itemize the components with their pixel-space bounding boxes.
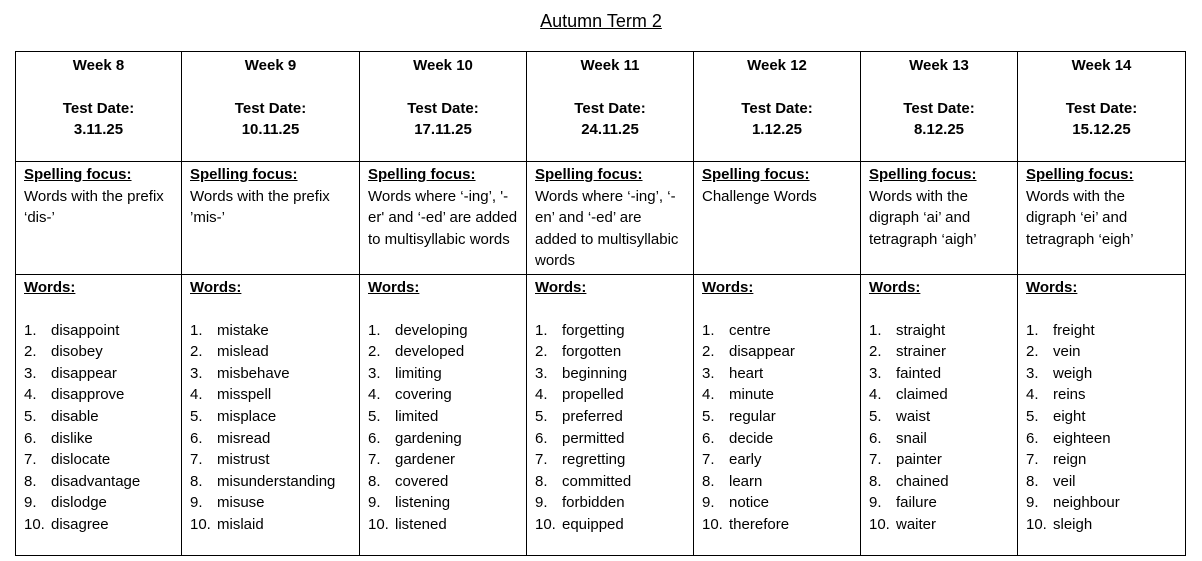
week-header-cell [16, 52, 182, 162]
list-number: 3. [702, 364, 715, 382]
words-label: Words: [1026, 279, 1078, 296]
spelling-word: veil [1053, 472, 1076, 490]
list-number: 1. [190, 321, 203, 339]
list-number: 5. [869, 407, 882, 425]
list-item [1026, 449, 1177, 471]
list-item [190, 449, 351, 471]
list-number: 10. [869, 515, 890, 533]
list-number: 2. [190, 343, 203, 361]
list-item [1026, 428, 1177, 450]
spelling-word: covered [395, 472, 449, 490]
words-label: Words: [24, 279, 76, 296]
spelling-word: early [729, 451, 762, 469]
spelling-word: painter [896, 451, 942, 469]
spelling-word: beginning [562, 364, 628, 382]
test-date-value: 3.11.25 [73, 121, 124, 139]
list-item [702, 471, 852, 493]
list-item [368, 492, 518, 514]
list-number: 9. [535, 494, 548, 512]
spelling-word: sleigh [1053, 515, 1093, 533]
list-item [24, 428, 173, 450]
list-number: 8. [1026, 472, 1039, 490]
list-number: 2. [869, 343, 882, 361]
list-number: 10. [1026, 515, 1047, 533]
list-number: 5. [535, 407, 548, 425]
list-number: 1. [869, 321, 882, 339]
list-number: 2. [535, 343, 548, 361]
week-header-cell [861, 52, 1018, 162]
spelling-word: eight [1053, 407, 1086, 425]
spelling-word: misuse [217, 494, 265, 512]
list-number: 8. [24, 472, 37, 490]
word-list-cell [182, 275, 360, 556]
list-number: 4. [535, 386, 548, 404]
word-list [869, 320, 1009, 536]
spelling-word: strainer [896, 343, 947, 361]
spelling-focus-text: Words with the prefix ’mis-’ [190, 187, 330, 227]
spelling-word: forbidden [562, 494, 625, 512]
spelling-word: weigh [1053, 364, 1093, 382]
spelling-word: neighbour [1053, 494, 1120, 512]
list-number: 1. [702, 321, 715, 339]
spelling-schedule-table [15, 51, 1186, 556]
list-item [869, 363, 1009, 385]
list-item [24, 384, 173, 406]
test-date-label: Test Date: [234, 99, 307, 117]
spelling-word: freight [1053, 321, 1095, 339]
week-title: Week 12 [747, 57, 807, 74]
list-number: 9. [368, 494, 381, 512]
list-item [24, 320, 173, 342]
list-number: 1. [368, 321, 381, 339]
list-item [190, 471, 351, 493]
word-list-cell [16, 275, 182, 556]
list-number: 8. [535, 472, 548, 490]
spelling-word: disagree [51, 515, 109, 533]
week-header-cell [694, 52, 861, 162]
spelling-word: claimed [896, 386, 948, 404]
spelling-word: disapprove [51, 386, 125, 404]
list-item [702, 449, 852, 471]
list-number: 1. [24, 321, 37, 339]
spelling-focus-text: Challenge Words [702, 187, 817, 205]
list-number: 9. [702, 494, 715, 512]
week-title: Week 9 [244, 57, 297, 74]
spelling-word: gardener [395, 451, 456, 469]
list-item [368, 341, 518, 363]
spelling-focus-cell [1018, 162, 1186, 275]
week-header-row [16, 52, 1186, 162]
spelling-word: developed [395, 343, 465, 361]
list-item [368, 384, 518, 406]
test-date-label: Test Date: [1065, 99, 1138, 117]
list-number: 6. [535, 429, 548, 447]
list-number: 10. [190, 515, 211, 533]
word-list [535, 320, 685, 536]
words-label: Words: [368, 279, 420, 296]
list-number: 9. [869, 494, 882, 512]
list-number: 3. [190, 364, 203, 382]
spelling-word: chained [896, 472, 949, 490]
list-number: 6. [190, 429, 203, 447]
list-item [869, 471, 1009, 493]
list-item [702, 384, 852, 406]
spelling-word: listened [395, 515, 447, 533]
list-number: 5. [702, 407, 715, 425]
word-list-cell [1018, 275, 1186, 556]
test-date-label: Test Date: [62, 99, 135, 117]
spelling-word: misread [217, 429, 271, 447]
list-number: 10. [702, 515, 723, 533]
list-item [1026, 514, 1177, 536]
list-item [24, 471, 173, 493]
list-number: 8. [869, 472, 882, 490]
spelling-word: reign [1053, 451, 1087, 469]
spelling-word: gardening [395, 429, 462, 447]
spelling-word: disappear [51, 364, 117, 382]
spelling-focus-label: Spelling focus: [702, 166, 810, 183]
list-item [368, 449, 518, 471]
list-number: 4. [24, 386, 37, 404]
list-item [1026, 384, 1177, 406]
spelling-word: mislaid [217, 515, 264, 533]
spelling-focus-label: Spelling focus: [190, 166, 298, 183]
spelling-word: regretting [562, 451, 626, 469]
spelling-focus-label: Spelling focus: [535, 166, 643, 183]
week-title: Week 8 [72, 57, 125, 74]
test-date-label: Test Date: [407, 99, 479, 117]
list-number: 6. [368, 429, 381, 447]
list-item [869, 320, 1009, 342]
word-list [1026, 320, 1177, 536]
spelling-word: regular [729, 407, 776, 425]
week-title: Week 11 [580, 57, 640, 74]
list-item [190, 514, 351, 536]
words-label: Words: [535, 279, 587, 296]
spelling-focus-text: Words where ‘-ing’, ‘-en’ and ‘-ed’ are added to multisyllabic words [535, 187, 679, 270]
spelling-focus-text: Words with the digraph ‘ei’ and tetragraph ‘eigh’ [1026, 187, 1134, 248]
list-item [535, 428, 685, 450]
list-item [24, 492, 173, 514]
week-title: Week 14 [1071, 57, 1132, 74]
list-item [869, 492, 1009, 514]
word-list [702, 320, 852, 536]
spelling-word: disappoint [51, 321, 120, 339]
spelling-word: limiting [395, 364, 442, 382]
list-item [368, 428, 518, 450]
test-date-label: Test Date: [903, 99, 975, 117]
list-item [1026, 341, 1177, 363]
spelling-focus-text: Words where ‘-ing’, '-er' and ‘-ed’ are added to multisyllabic words [368, 187, 518, 248]
list-item [535, 320, 685, 342]
list-item [535, 449, 685, 471]
list-item [869, 449, 1009, 471]
week-title: Week 10 [413, 57, 473, 74]
list-item [1026, 406, 1177, 428]
week-header-cell [182, 52, 360, 162]
spelling-word: preferred [562, 407, 623, 425]
spelling-focus-row [16, 162, 1186, 275]
spelling-focus-label: Spelling focus: [1026, 166, 1134, 183]
spelling-word: therefore [729, 515, 790, 533]
spelling-word: minute [729, 386, 775, 404]
week-title: Week 13 [909, 57, 969, 74]
list-number: 2. [702, 343, 715, 361]
spelling-word: vein [1053, 343, 1081, 361]
list-item [24, 363, 173, 385]
list-item [368, 406, 518, 428]
words-label: Words: [190, 279, 242, 296]
list-item [535, 341, 685, 363]
list-item [24, 406, 173, 428]
spelling-focus-label: Spelling focus: [24, 166, 132, 183]
word-list-row [16, 275, 1186, 556]
spelling-focus-cell [527, 162, 694, 275]
list-item [368, 320, 518, 342]
spelling-word: limited [395, 407, 439, 425]
spelling-word: mistrust [217, 451, 270, 469]
list-item [535, 363, 685, 385]
list-number: 6. [1026, 429, 1039, 447]
list-item [702, 341, 852, 363]
spelling-word: decide [729, 429, 774, 447]
spelling-focus-label: Spelling focus: [368, 166, 476, 183]
list-item [1026, 471, 1177, 493]
spelling-word: snail [896, 429, 927, 447]
spelling-focus-text: Words with the prefix ‘dis-’ [24, 187, 164, 227]
list-item [368, 514, 518, 536]
list-item [190, 492, 351, 514]
spelling-word: forgotten [562, 343, 622, 361]
list-number: 7. [24, 451, 37, 469]
spelling-word: propelled [562, 386, 624, 404]
list-item [24, 514, 173, 536]
week-header-cell [1018, 52, 1186, 162]
list-item [190, 406, 351, 428]
spelling-word: straight [896, 321, 946, 339]
list-number: 3. [24, 364, 37, 382]
list-number: 9. [24, 494, 37, 512]
week-header-cell [360, 52, 527, 162]
list-number: 6. [702, 429, 715, 447]
word-list-cell [694, 275, 861, 556]
spelling-word: centre [729, 321, 771, 339]
spelling-word: dislodge [51, 494, 107, 512]
spelling-word: forgetting [562, 321, 625, 339]
list-item [869, 341, 1009, 363]
list-item [702, 406, 852, 428]
list-item [368, 363, 518, 385]
spelling-focus-cell [694, 162, 861, 275]
list-item [368, 471, 518, 493]
test-date-value: 24.11.25 [581, 121, 639, 139]
list-number: 8. [368, 472, 381, 490]
list-item [24, 449, 173, 471]
list-item [869, 384, 1009, 406]
list-number: 2. [368, 343, 381, 361]
spelling-word: fainted [896, 364, 942, 382]
list-number: 4. [869, 386, 882, 404]
list-item [869, 514, 1009, 536]
list-number: 3. [535, 364, 548, 382]
spelling-word: equipped [562, 515, 624, 533]
spelling-word: disable [51, 407, 99, 425]
spelling-focus-label: Spelling focus: [869, 166, 977, 183]
list-number: 7. [1026, 451, 1039, 469]
list-item [190, 320, 351, 342]
test-date-value: 1.12.25 [751, 121, 803, 139]
word-list [368, 320, 518, 536]
list-item [1026, 363, 1177, 385]
list-item [869, 428, 1009, 450]
spelling-word: waiter [896, 515, 937, 533]
word-list [190, 320, 351, 536]
list-number: 4. [368, 386, 381, 404]
list-item [190, 341, 351, 363]
list-number: 10. [535, 515, 556, 533]
spelling-word: permitted [562, 429, 625, 447]
spelling-word: listening [395, 494, 451, 512]
spelling-word: notice [729, 494, 770, 512]
list-item [190, 428, 351, 450]
spelling-focus-cell [182, 162, 360, 275]
test-date-value: 15.12.25 [1072, 121, 1131, 139]
list-item [535, 492, 685, 514]
words-label: Words: [702, 279, 754, 296]
test-date-value: 10.11.25 [241, 121, 300, 139]
word-list [24, 320, 173, 536]
list-number: 8. [702, 472, 715, 490]
spelling-word: committed [562, 472, 632, 490]
list-number: 5. [1026, 407, 1039, 425]
list-number: 4. [1026, 386, 1039, 404]
list-number: 2. [1026, 343, 1039, 361]
test-date-label: Test Date: [574, 99, 646, 117]
list-number: 4. [702, 386, 715, 404]
list-number: 10. [368, 515, 389, 533]
test-date-label: Test Date: [741, 99, 813, 117]
spelling-word: mislead [217, 343, 269, 361]
list-item [869, 406, 1009, 428]
spelling-word: dislocate [51, 451, 111, 469]
list-number: 1. [535, 321, 548, 339]
list-number: 7. [869, 451, 882, 469]
spelling-word: heart [729, 364, 764, 382]
spelling-word: disobey [51, 343, 103, 361]
list-item [702, 428, 852, 450]
spelling-word: developing [395, 321, 468, 339]
list-number: 6. [869, 429, 882, 447]
list-number: 9. [1026, 494, 1039, 512]
spelling-word: covering [395, 386, 452, 404]
page-title: Autumn Term 2 [540, 11, 662, 31]
list-item [535, 406, 685, 428]
word-list-cell [360, 275, 527, 556]
week-header-cell [527, 52, 694, 162]
spelling-word: misplace [217, 407, 277, 425]
spelling-word: misbehave [217, 364, 290, 382]
list-item [702, 514, 852, 536]
list-number: 4. [190, 386, 203, 404]
list-number: 8. [190, 472, 203, 490]
list-item [702, 363, 852, 385]
list-number: 5. [24, 407, 37, 425]
list-number: 7. [535, 451, 548, 469]
spelling-word: mistake [217, 321, 269, 339]
list-number: 3. [1026, 364, 1039, 382]
spelling-word: misunderstanding [217, 472, 336, 490]
test-date-value: 8.12.25 [913, 121, 965, 139]
spelling-focus-cell [360, 162, 527, 275]
spelling-focus-cell [16, 162, 182, 275]
list-item [24, 341, 173, 363]
list-number: 5. [368, 407, 381, 425]
list-number: 2. [24, 343, 37, 361]
test-date-value: 17.11.25 [414, 121, 472, 139]
list-number: 9. [190, 494, 203, 512]
list-number: 10. [24, 515, 45, 533]
list-number: 7. [368, 451, 381, 469]
list-number: 3. [869, 364, 882, 382]
list-item [535, 384, 685, 406]
spelling-word: waist [896, 407, 931, 425]
list-item [535, 514, 685, 536]
spelling-focus-text: Words with the digraph ‘ai’ and tetragraph ‘aigh’ [869, 187, 977, 248]
spelling-word: misspell [217, 386, 272, 404]
list-item [702, 492, 852, 514]
spelling-word: learn [729, 472, 763, 490]
spelling-word: dislike [51, 429, 93, 447]
list-item [1026, 492, 1177, 514]
word-list-cell [861, 275, 1018, 556]
spelling-word: disadvantage [51, 472, 141, 490]
list-number: 7. [190, 451, 203, 469]
word-list-cell [527, 275, 694, 556]
list-number: 5. [190, 407, 203, 425]
list-item [1026, 320, 1177, 342]
spelling-focus-cell [861, 162, 1018, 275]
list-number: 3. [368, 364, 381, 382]
list-number: 1. [1026, 321, 1039, 339]
list-number: 6. [24, 429, 37, 447]
list-item [190, 384, 351, 406]
list-item [190, 363, 351, 385]
words-label: Words: [869, 279, 921, 296]
spelling-word: failure [896, 494, 937, 512]
spelling-word: reins [1053, 386, 1086, 404]
spelling-word: disappear [729, 343, 795, 361]
list-item [702, 320, 852, 342]
list-item [535, 471, 685, 493]
spelling-word: eighteen [1053, 429, 1111, 447]
list-number: 7. [702, 451, 715, 469]
